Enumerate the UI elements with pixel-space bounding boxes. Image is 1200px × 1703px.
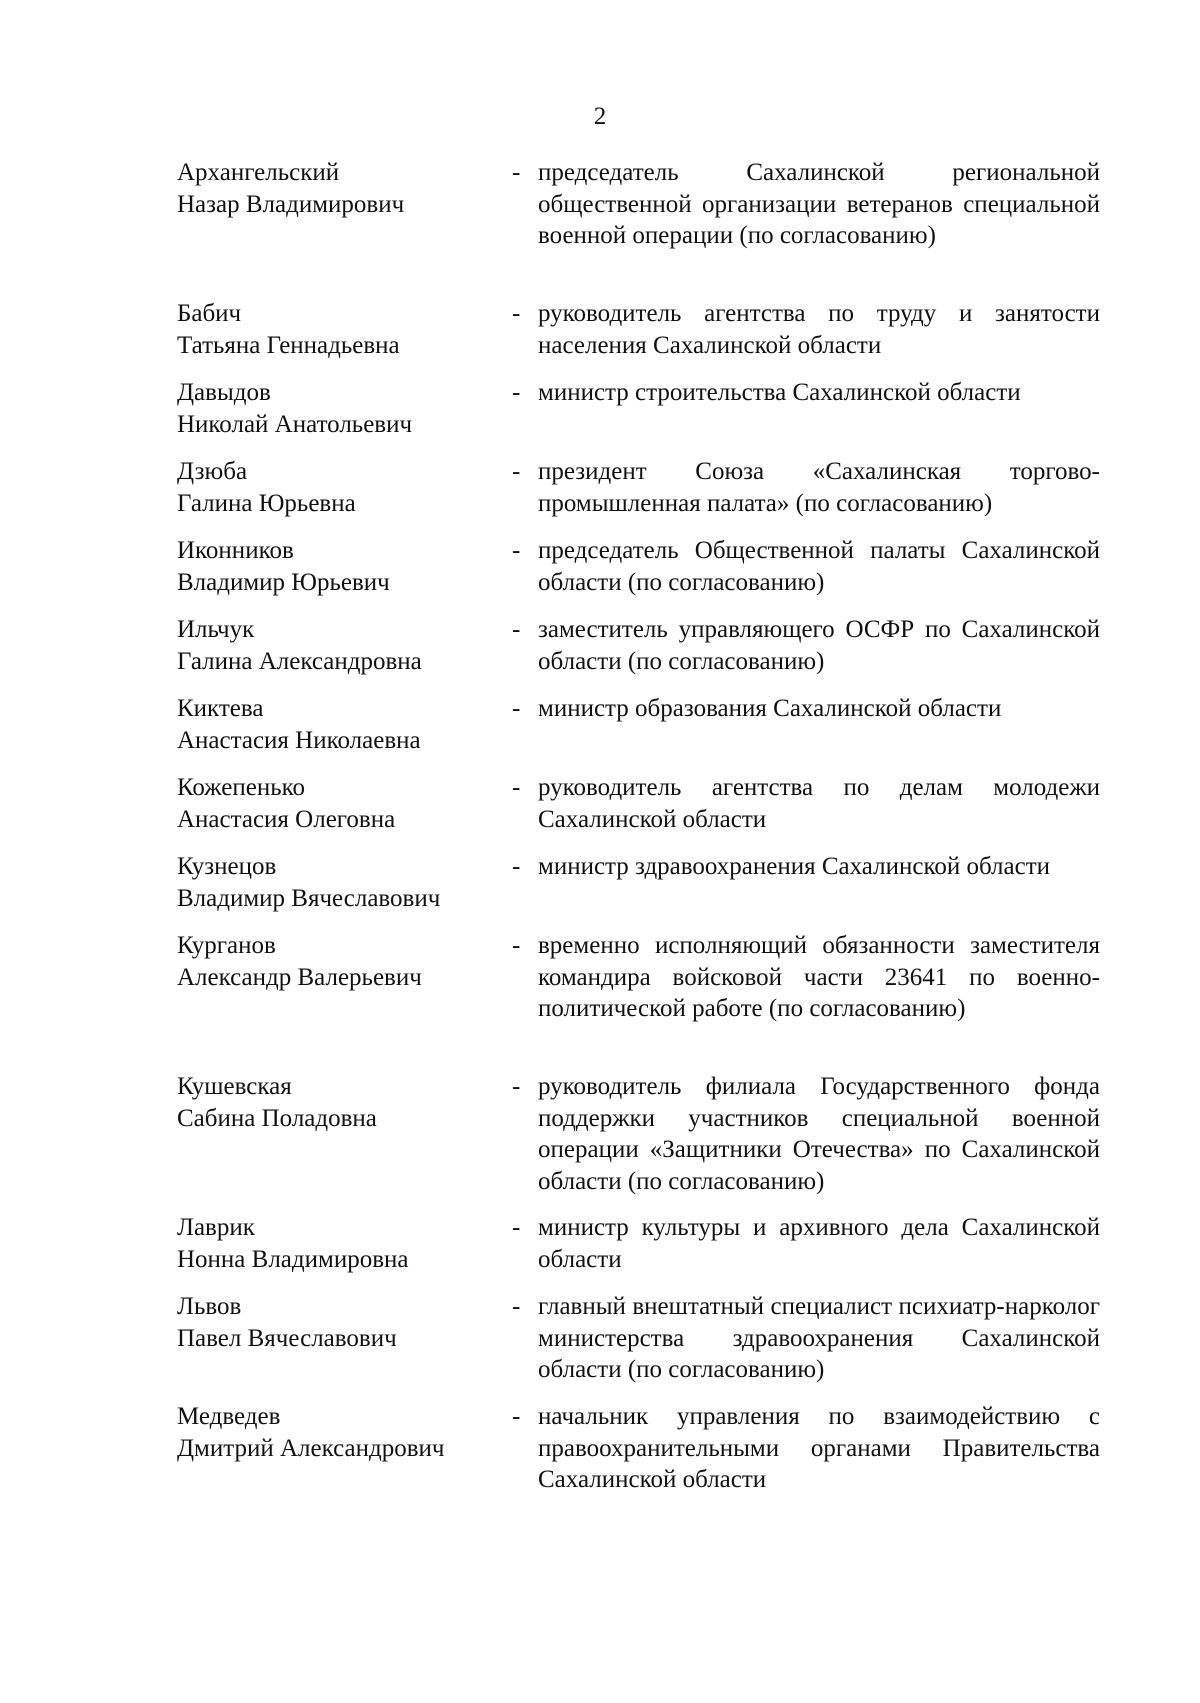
member-row	[0, 1291, 1200, 1401]
member-row	[0, 693, 1200, 772]
dash-separator: -	[512, 1403, 521, 1430]
member-row	[0, 298, 1200, 377]
member-role: министр строительства Сахалинской области	[538, 379, 1021, 406]
member-name	[177, 693, 487, 756]
dash-separator: -	[512, 379, 521, 406]
member-name	[177, 1291, 487, 1354]
member-row	[0, 772, 1200, 851]
member-role: руководитель агентства по делам молодежи Сахалинской области	[538, 774, 1100, 833]
member-surname: Давыдов	[177, 379, 271, 406]
member-surname: Лаврик	[177, 1214, 255, 1241]
member-surname: Ильчук	[177, 616, 255, 643]
member-row	[0, 535, 1200, 614]
member-name	[177, 377, 487, 440]
member-given-name: Анастасия Олеговна	[177, 805, 396, 833]
member-name	[177, 930, 487, 993]
member-role: министр образования Сахалинской области	[538, 695, 1002, 722]
member-row	[0, 157, 1200, 298]
member-given-name: Николай Анатольевич	[177, 410, 413, 438]
member-role: председатель Сахалинской региональной общественной организации ветеранов специальной военной операции (по согласованию)	[538, 159, 1100, 249]
member-row	[0, 614, 1200, 693]
member-given-name: Галина Александровна	[177, 647, 422, 675]
member-row	[0, 1401, 1200, 1511]
member-name	[177, 772, 487, 835]
dash-separator: -	[512, 695, 521, 722]
member-surname: Иконников	[177, 537, 294, 564]
member-role: министр культуры и архивного дела Сахалинской области	[538, 1214, 1100, 1273]
member-given-name: Владимир Юрьевич	[177, 568, 390, 596]
member-surname: Курганов	[177, 932, 276, 959]
dash-separator: -	[512, 537, 521, 564]
dash-separator: -	[512, 853, 521, 880]
member-role: руководитель филиала Государственного фонда поддержки участников специальной военной операции «Защитники Отечества» по Сахалинской области (по согласованию)	[538, 1073, 1100, 1195]
member-row	[0, 1071, 1200, 1212]
member-given-name: Дмитрий Александрович	[177, 1434, 445, 1462]
member-list	[0, 157, 1200, 1511]
member-row	[0, 456, 1200, 535]
member-surname: Кузнецов	[177, 853, 277, 880]
member-surname: Дзюба	[177, 458, 248, 485]
member-given-name: Татьяна Геннадьевна	[177, 331, 400, 359]
member-given-name: Нонна Владимировна	[177, 1245, 409, 1273]
dash-separator: -	[512, 300, 521, 327]
member-name	[177, 614, 487, 677]
member-name	[177, 1212, 487, 1275]
member-given-name: Сабина Поладовна	[177, 1104, 377, 1132]
member-row	[0, 377, 1200, 456]
member-given-name: Владимир Вячеславович	[177, 884, 441, 912]
member-surname: Бабич	[177, 300, 242, 327]
member-name	[177, 1071, 487, 1134]
member-row	[0, 851, 1200, 930]
member-row	[0, 1212, 1200, 1291]
member-surname: Кушевская	[177, 1073, 292, 1100]
member-role: президент Союза «Сахалинская торгово-промышленная палата» (по согласованию)	[538, 458, 1100, 517]
dash-separator: -	[512, 1214, 521, 1241]
member-name	[177, 535, 487, 598]
page-number: 2	[593, 103, 607, 130]
member-name	[177, 1401, 487, 1464]
member-given-name: Павел Вячеславович	[177, 1324, 397, 1352]
member-name	[177, 157, 487, 220]
dash-separator: -	[512, 774, 521, 801]
member-surname: Львов	[177, 1293, 242, 1320]
member-row	[0, 930, 1200, 1071]
member-role: временно исполняющий обязанности заместителя командира войсковой части 23641 по военно-политической работе (по согласованию)	[538, 932, 1100, 1022]
dash-separator: -	[512, 458, 521, 485]
member-given-name: Назар Владимирович	[177, 190, 405, 218]
dash-separator: -	[512, 1293, 521, 1320]
dash-separator: -	[512, 1073, 521, 1100]
member-role: главный внештатный специалист психиатр-нарколог министерства здравоохранения Сахалинской области (по согласованию)	[538, 1293, 1100, 1383]
member-surname: Медведев	[177, 1403, 281, 1430]
member-given-name: Галина Юрьевна	[177, 489, 356, 517]
member-role: председатель Общественной палаты Сахалинской области (по согласованию)	[538, 537, 1100, 596]
member-surname: Кожепенько	[177, 774, 305, 801]
dash-separator: -	[512, 616, 521, 643]
member-name	[177, 456, 487, 519]
member-name	[177, 851, 487, 914]
member-role: начальник управления по взаимодействию с правоохранительными органами Правительства Сахалинской области	[538, 1403, 1100, 1493]
dash-separator: -	[512, 159, 521, 186]
dash-separator: -	[512, 932, 521, 959]
member-role: министр здравоохранения Сахалинской области	[538, 853, 1051, 880]
member-role: руководитель агентства по труду и занятости населения Сахалинской области	[538, 300, 1100, 359]
member-surname: Киктева	[177, 695, 264, 722]
member-role: заместитель управляющего ОСФР по Сахалинской области (по согласованию)	[538, 616, 1100, 675]
member-name	[177, 298, 487, 361]
member-given-name: Анастасия Николаевна	[177, 726, 421, 754]
member-given-name: Александр Валерьевич	[177, 963, 422, 991]
member-surname: Архангельский	[177, 159, 340, 186]
